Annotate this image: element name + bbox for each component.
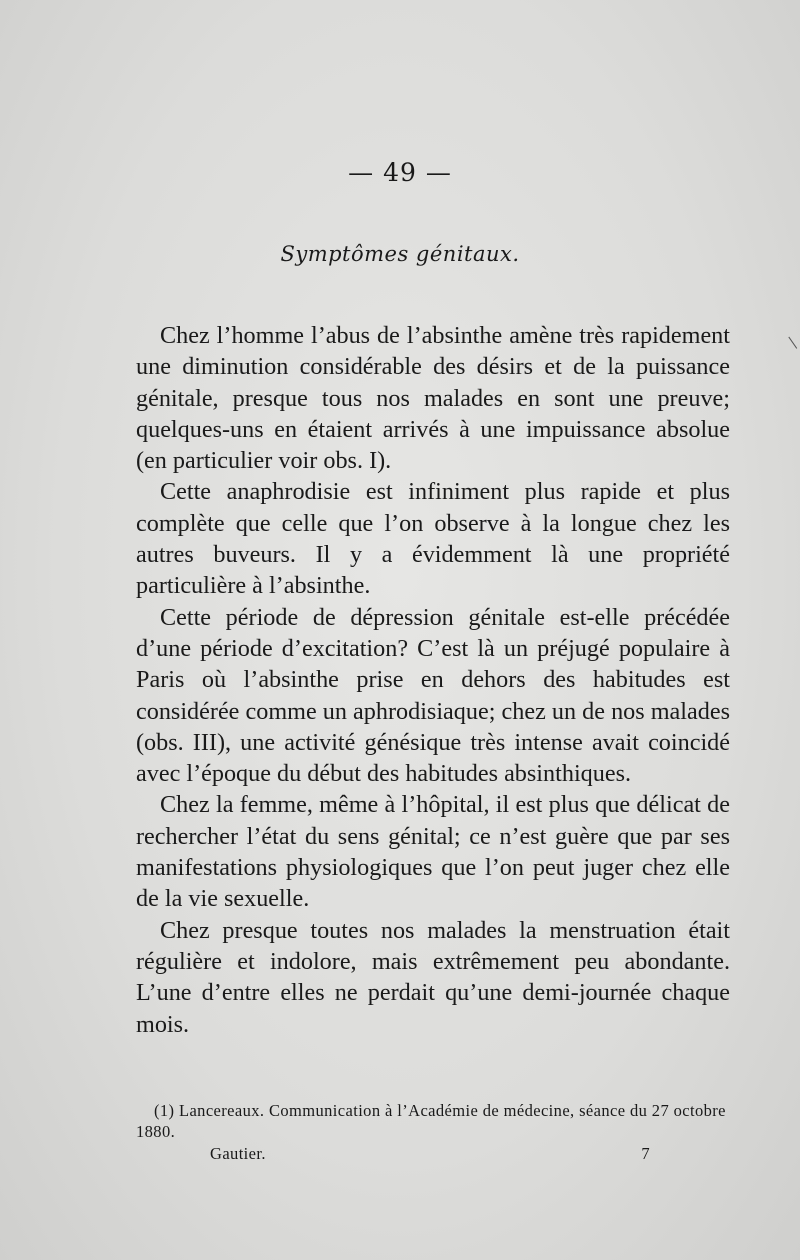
paragraph-5: Chez presque toutes nos malades la menstruation était régulière et indolore, mais extrêmement peu abondante. L’une d’entre elles ne perdait qu’une demi-journée chaque mois. [136,916,730,1038]
body-text [136,320,730,1040]
footnote [136,1100,730,1142]
paragraph-4: Chez la femme, même à l’hôpital, il est plus que délicat de rechercher l’état du sens génital; ce n’est guère que par ses manifestations physiologiques que l’on peut juger chez elle de la vie sexuelle. [136,791,730,913]
margin-mark [782,337,797,354]
paragraph-1: Chez l’homme l’abus de l’absinthe amène très rapidement une diminution considérable des désirs et de la puissance génitale, presque tous nos malades en sont une preuve; quelques-uns en étaient arrivés à une impuissance absolue (en particulier voir obs. I). [136,322,730,475]
signature-mark: Gautier. [210,1144,266,1163]
bleed-through-texture [130,190,730,221]
footnote-text: (1) Lancereaux. Communication à l’Académie de médecine, séance du 27 octobre 1880. [136,1101,726,1141]
sheet-number: 7 [641,1144,650,1163]
paragraph-2: Cette anaphrodisie est infiniment plus rapide et plus complète que celle que l’on observe à la longue chez les autres buveurs. Il y a évidemment là une propriété particulière à l’absinthe. [136,478,730,600]
page-number: — 49 — [348,158,452,187]
section-title: Symptômes génitaux. [280,242,520,266]
paragraph-3: Cette période de dépression génitale est-elle précédée d’une période d’excitation? C’est là un préjugé populaire à Paris où l’absinthe prise en dehors des habitudes est considérée comme un aphrodisiaque; chez un de nos malades (obs. III), une activité génésique très intense avait coincidé avec l’époque du début des habitudes absinthiques. [136,603,730,788]
